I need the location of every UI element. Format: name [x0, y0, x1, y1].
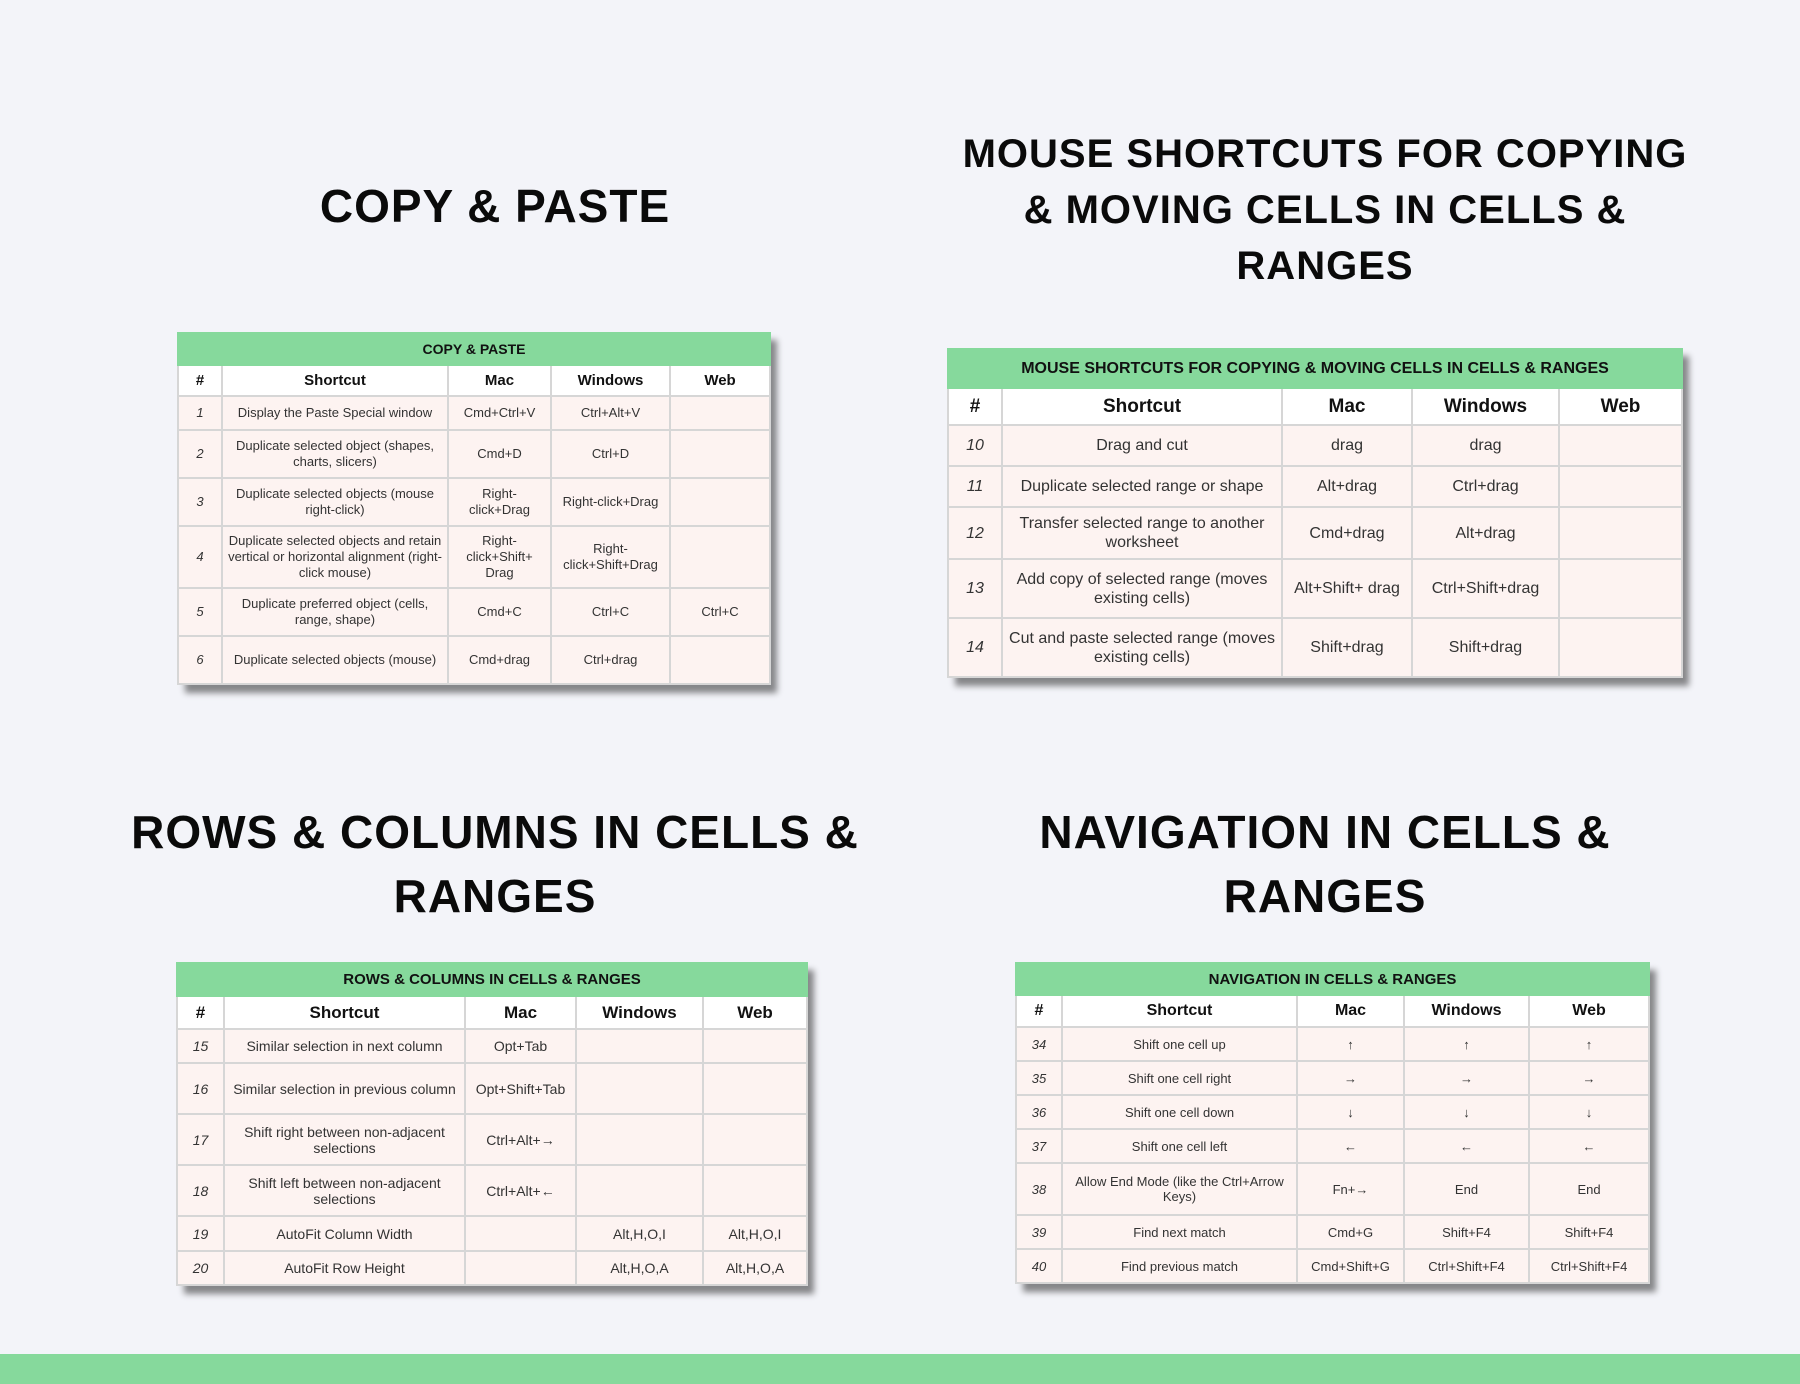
navigation-table — [1015, 962, 1648, 1284]
column-header-row — [177, 996, 807, 1029]
cell-web — [703, 1029, 807, 1063]
cell-shortcut: Duplicate selected objects (mouse right-click) — [222, 478, 448, 526]
cell-mac: Cmd+Shift+G — [1297, 1249, 1404, 1283]
table-row — [178, 430, 770, 478]
column-header-windows: Windows — [576, 996, 703, 1029]
cell-mac: Alt+Shift+ drag — [1282, 559, 1412, 618]
cell-shortcut: Shift one cell up — [1062, 1027, 1297, 1061]
cell-mac: ← — [1297, 1129, 1404, 1163]
cell-shortcut: Cut and paste selected range (moves existing cells) — [1002, 618, 1282, 677]
cell-shortcut: Shift one cell left — [1062, 1129, 1297, 1163]
cell-web: ↑ — [1529, 1027, 1649, 1061]
cell-number: 17 — [177, 1114, 224, 1165]
cell-web — [1559, 618, 1682, 677]
table-row — [1016, 1061, 1649, 1095]
table-row — [1016, 1163, 1649, 1215]
cell-mac: Cmd+drag — [448, 636, 551, 684]
cell-windows: ↑ — [1404, 1027, 1529, 1061]
column-header-number: # — [1016, 995, 1062, 1027]
column-header-windows: Windows — [551, 365, 670, 396]
table-row — [1016, 1129, 1649, 1163]
table-title-row — [1016, 963, 1649, 995]
cell-shortcut: Transfer selected range to another worksheet — [1002, 507, 1282, 559]
cell-number: 11 — [948, 466, 1002, 507]
cell-shortcut: Shift left between non-adjacent selections — [224, 1165, 465, 1216]
cell-web: Ctrl+Shift+F4 — [1529, 1249, 1649, 1283]
cell-number: 12 — [948, 507, 1002, 559]
cell-windows: Ctrl+drag — [551, 636, 670, 684]
cell-windows: Shift+F4 — [1404, 1215, 1529, 1249]
cell-mac: Ctrl+Alt+→ — [465, 1114, 576, 1165]
column-header-shortcut: Shortcut — [1002, 388, 1282, 425]
column-header-row — [1016, 995, 1649, 1027]
cell-windows: End — [1404, 1163, 1529, 1215]
column-header-row — [178, 365, 770, 396]
cell-windows — [576, 1165, 703, 1216]
table-row — [1016, 1027, 1649, 1061]
column-header-windows: Windows — [1412, 388, 1559, 425]
cell-web: Alt,H,O,I — [703, 1216, 807, 1251]
cell-mac: drag — [1282, 425, 1412, 466]
cell-mac: Shift+drag — [1282, 618, 1412, 677]
table-title-row — [178, 333, 770, 365]
column-header-row — [948, 388, 1682, 425]
section-heading-copy-paste: COPY & PASTE — [319, 180, 671, 232]
table-row — [178, 636, 770, 684]
column-header-mac: Mac — [465, 996, 576, 1029]
cell-windows: Ctrl+C — [551, 588, 670, 636]
cell-shortcut: Display the Paste Special window — [222, 396, 448, 430]
column-header-web: Web — [703, 996, 807, 1029]
cell-windows: Ctrl+Shift+drag — [1412, 559, 1559, 618]
cell-shortcut: Duplicate selected objects (mouse) — [222, 636, 448, 684]
cell-windows: Shift+drag — [1412, 618, 1559, 677]
cell-number: 4 — [178, 526, 222, 588]
table-row — [948, 425, 1682, 466]
cell-mac: ↓ — [1297, 1095, 1404, 1129]
cell-shortcut: Duplicate selected range or shape — [1002, 466, 1282, 507]
column-header-windows: Windows — [1404, 995, 1529, 1027]
cell-mac — [465, 1216, 576, 1251]
shortcut-table — [947, 348, 1683, 678]
cell-shortcut: Duplicate selected objects and retain vertical or horizontal alignment (right-click mouse) — [222, 526, 448, 588]
mouse-shortcuts-table — [947, 348, 1681, 678]
column-header-web: Web — [1559, 388, 1682, 425]
cell-windows — [576, 1063, 703, 1114]
cell-shortcut: Allow End Mode (like the Ctrl+Arrow Keys) — [1062, 1163, 1297, 1215]
column-header-number: # — [178, 365, 222, 396]
cell-web — [703, 1165, 807, 1216]
table-row — [178, 478, 770, 526]
cell-mac: Cmd+Ctrl+V — [448, 396, 551, 430]
cell-mac: Cmd+G — [1297, 1215, 1404, 1249]
column-header-mac: Mac — [1297, 995, 1404, 1027]
cell-web: Ctrl+C — [670, 588, 770, 636]
cell-number: 38 — [1016, 1163, 1062, 1215]
table-title: MOUSE SHORTCUTS FOR COPYING & MOVING CELLS IN CELLS & RANGES — [948, 349, 1682, 388]
cell-windows: Ctrl+drag — [1412, 466, 1559, 507]
cell-number: 1 — [178, 396, 222, 430]
cell-mac — [465, 1251, 576, 1285]
cell-shortcut: Shift one cell down — [1062, 1095, 1297, 1129]
shortcut-table — [1015, 962, 1650, 1284]
cell-mac: Right-click+Shift+ Drag — [448, 526, 551, 588]
cell-mac: Ctrl+Alt+← — [465, 1165, 576, 1216]
column-header-shortcut: Shortcut — [1062, 995, 1297, 1027]
table-row — [177, 1216, 807, 1251]
cell-windows: Alt+drag — [1412, 507, 1559, 559]
cell-web: ↓ — [1529, 1095, 1649, 1129]
cell-number: 35 — [1016, 1061, 1062, 1095]
table-row — [178, 588, 770, 636]
cell-windows: Ctrl+Shift+F4 — [1404, 1249, 1529, 1283]
cell-shortcut: Similar selection in next column — [224, 1029, 465, 1063]
table-row — [177, 1165, 807, 1216]
footer-accent-bar — [0, 1354, 1800, 1384]
cell-windows: Alt,H,O,A — [576, 1251, 703, 1285]
cell-shortcut: Drag and cut — [1002, 425, 1282, 466]
table-title-row — [177, 963, 807, 996]
section-heading-rows-columns: ROWS & COLUMNS IN CELLS & RANGES — [131, 806, 859, 922]
cell-shortcut: AutoFit Column Width — [224, 1216, 465, 1251]
section-heading-navigation: NAVIGATION IN CELLS & RANGES — [1039, 806, 1611, 922]
cell-web — [670, 430, 770, 478]
section-heading-mouse-shortcuts: MOUSE SHORTCUTS FOR COPYING & MOVING CELLS IN CELLS & RANGES — [962, 132, 1688, 288]
cell-shortcut: Add copy of selected range (moves existing cells) — [1002, 559, 1282, 618]
cell-shortcut: Shift right between non-adjacent selections — [224, 1114, 465, 1165]
table-row — [948, 559, 1682, 618]
cell-number: 18 — [177, 1165, 224, 1216]
table-row — [177, 1251, 807, 1285]
cell-shortcut: Shift one cell right — [1062, 1061, 1297, 1095]
cell-web: ← — [1529, 1129, 1649, 1163]
table-row — [1016, 1095, 1649, 1129]
column-header-number: # — [177, 996, 224, 1029]
cell-web — [670, 478, 770, 526]
cell-shortcut: Duplicate preferred object (cells, range, shape) — [222, 588, 448, 636]
cell-number: 36 — [1016, 1095, 1062, 1129]
cell-mac: Cmd+C — [448, 588, 551, 636]
cell-number: 5 — [178, 588, 222, 636]
cell-windows: Right-click+Drag — [551, 478, 670, 526]
cell-mac: Cmd+D — [448, 430, 551, 478]
table-row — [948, 466, 1682, 507]
table-title: ROWS & COLUMNS IN CELLS & RANGES — [177, 963, 807, 996]
column-header-number: # — [948, 388, 1002, 425]
cell-web: Alt,H,O,A — [703, 1251, 807, 1285]
cell-web — [670, 396, 770, 430]
cell-shortcut: Find previous match — [1062, 1249, 1297, 1283]
cell-web: End — [1529, 1163, 1649, 1215]
cell-mac: ↑ — [1297, 1027, 1404, 1061]
cell-web — [1559, 559, 1682, 618]
cell-mac: Cmd+drag — [1282, 507, 1412, 559]
cell-shortcut: Find next match — [1062, 1215, 1297, 1249]
shortcut-table — [176, 962, 808, 1286]
rows-columns-table — [176, 962, 806, 1286]
cell-windows — [576, 1029, 703, 1063]
cell-windows: Ctrl+D — [551, 430, 670, 478]
cell-mac: Opt+Shift+Tab — [465, 1063, 576, 1114]
cell-web — [670, 526, 770, 588]
column-header-mac: Mac — [1282, 388, 1412, 425]
table-title-row — [948, 349, 1682, 388]
cell-web — [1559, 466, 1682, 507]
table-row — [1016, 1249, 1649, 1283]
cell-windows: Right-click+Shift+Drag — [551, 526, 670, 588]
cell-number: 19 — [177, 1216, 224, 1251]
cell-web — [703, 1114, 807, 1165]
cell-windows: → — [1404, 1061, 1529, 1095]
cell-number: 34 — [1016, 1027, 1062, 1061]
column-header-web: Web — [670, 365, 770, 396]
cell-number: 37 — [1016, 1129, 1062, 1163]
cell-number: 13 — [948, 559, 1002, 618]
cell-web — [1559, 507, 1682, 559]
table-row — [948, 507, 1682, 559]
cell-shortcut: Duplicate selected object (shapes, charts, slicers) — [222, 430, 448, 478]
cell-web — [670, 636, 770, 684]
copy-paste-table — [177, 332, 769, 685]
cell-windows: Ctrl+Alt+V — [551, 396, 670, 430]
cell-number: 10 — [948, 425, 1002, 466]
cell-web: → — [1529, 1061, 1649, 1095]
cell-web — [703, 1063, 807, 1114]
cell-number: 16 — [177, 1063, 224, 1114]
cell-windows: drag — [1412, 425, 1559, 466]
cell-number: 6 — [178, 636, 222, 684]
cell-mac: Opt+Tab — [465, 1029, 576, 1063]
column-header-shortcut: Shortcut — [224, 996, 465, 1029]
cell-number: 15 — [177, 1029, 224, 1063]
table-row — [948, 618, 1682, 677]
cell-number: 14 — [948, 618, 1002, 677]
cell-mac: Fn+→ — [1297, 1163, 1404, 1215]
shortcut-table — [177, 332, 771, 685]
cell-windows: Alt,H,O,I — [576, 1216, 703, 1251]
table-row — [177, 1029, 807, 1063]
cell-shortcut: Similar selection in previous column — [224, 1063, 465, 1114]
table-row — [177, 1063, 807, 1114]
column-header-shortcut: Shortcut — [222, 365, 448, 396]
table-row — [1016, 1215, 1649, 1249]
column-header-web: Web — [1529, 995, 1649, 1027]
cell-mac: → — [1297, 1061, 1404, 1095]
cell-windows: ↓ — [1404, 1095, 1529, 1129]
cell-windows: ← — [1404, 1129, 1529, 1163]
cell-web: Shift+F4 — [1529, 1215, 1649, 1249]
cell-mac: Alt+drag — [1282, 466, 1412, 507]
cell-number: 2 — [178, 430, 222, 478]
cell-windows — [576, 1114, 703, 1165]
cell-number: 20 — [177, 1251, 224, 1285]
cell-mac: Right-click+Drag — [448, 478, 551, 526]
table-row — [177, 1114, 807, 1165]
cell-web — [1559, 425, 1682, 466]
column-header-mac: Mac — [448, 365, 551, 396]
cell-number: 40 — [1016, 1249, 1062, 1283]
cell-number: 39 — [1016, 1215, 1062, 1249]
table-title: COPY & PASTE — [178, 333, 770, 365]
cell-shortcut: AutoFit Row Height — [224, 1251, 465, 1285]
table-row — [178, 396, 770, 430]
table-title: NAVIGATION IN CELLS & RANGES — [1016, 963, 1649, 995]
cell-number: 3 — [178, 478, 222, 526]
table-row — [178, 526, 770, 588]
